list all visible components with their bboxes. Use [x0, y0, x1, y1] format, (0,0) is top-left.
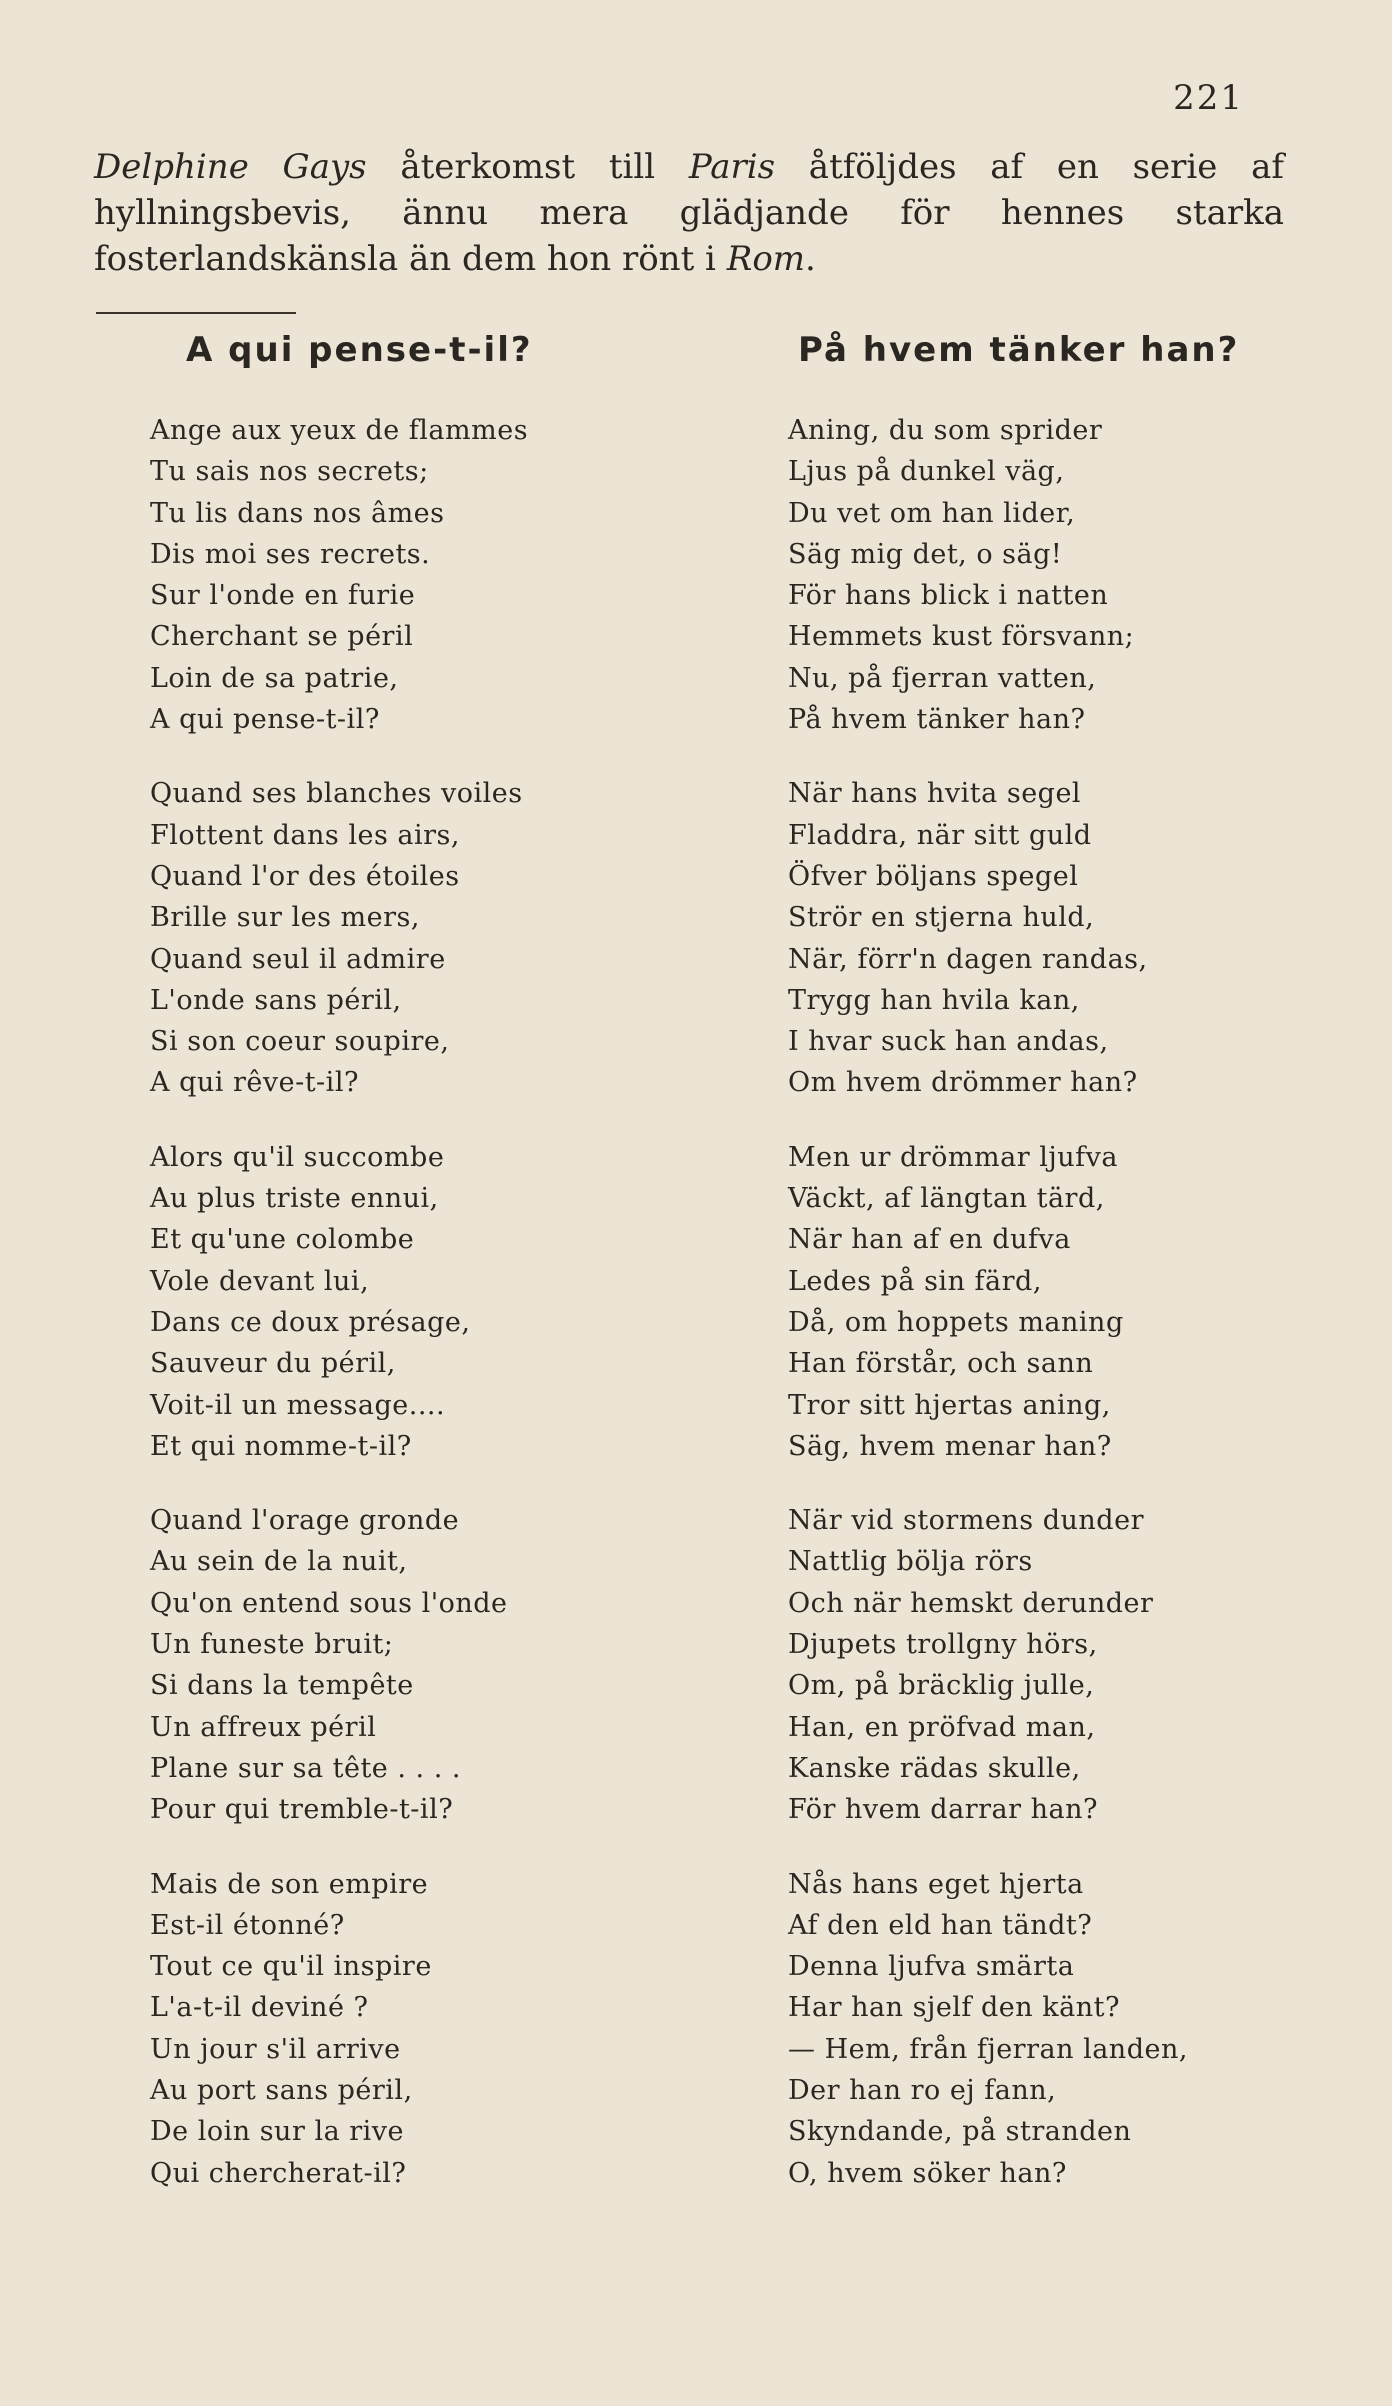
swedish-line: När vid stormens dunder: [788, 1505, 1144, 1537]
swedish-stanza-1: [788, 410, 1348, 740]
french-stanza-3: [150, 1137, 710, 1467]
french-line: Loin de sa patrie,: [150, 662, 399, 694]
french-line: Et qui nomme-t-il?: [150, 1430, 412, 1462]
french-line: Quand seul il admire: [150, 943, 446, 975]
swedish-line: I hvar suck han andas,: [788, 1026, 1109, 1058]
french-stanza-4: [150, 1500, 710, 1830]
swedish-line: När hans hvita segel: [788, 778, 1082, 810]
swedish-stanza-2: [788, 773, 1348, 1103]
poem-french-title: A qui pense-t-il?: [186, 330, 533, 370]
french-line: A qui rêve-t-il?: [150, 1067, 359, 1099]
french-line: Au plus triste ennui,: [150, 1183, 439, 1215]
intro-text-2: åtföljdes af en serie af hyllningsbevis, ännu mera glädjande för hennes starka fosterlandskänsla än dem hon rönt i: [94, 147, 1284, 279]
swedish-stanza-3: [788, 1137, 1348, 1467]
intro-place-rom: Rom: [726, 239, 806, 279]
swedish-line: När, förr'n dagen randas,: [788, 943, 1148, 975]
page-number: 221: [1173, 78, 1244, 118]
intro-text-3: .: [805, 239, 816, 279]
swedish-line: Om, på bräcklig julle,: [788, 1670, 1095, 1702]
swedish-line: På hvem tänker han?: [788, 704, 1086, 736]
intro-text-1: återkomst till: [366, 147, 689, 187]
swedish-line: Kanske rädas skulle,: [788, 1752, 1081, 1784]
swedish-line: För hvem darrar han?: [788, 1794, 1098, 1826]
french-line: Quand ses blanches voiles: [150, 778, 523, 810]
swedish-line: O, hvem söker han?: [788, 2157, 1067, 2189]
french-line: Qui chercherat-il?: [150, 2157, 407, 2189]
poem-swedish: [788, 330, 1348, 2194]
swedish-line: Ledes på sin färd,: [788, 1265, 1042, 1297]
swedish-line: Skyndande, på stranden: [788, 2116, 1132, 2148]
french-line: De loin sur la rive: [150, 2116, 405, 2148]
french-line: Qu'on entend sous l'onde: [150, 1587, 508, 1619]
french-line: Au port sans péril,: [150, 2074, 413, 2106]
swedish-line: Väckt, af längtan tärd,: [788, 1183, 1105, 1215]
french-line: Quand l'or des étoiles: [150, 860, 460, 892]
intro-place-paris: Paris: [688, 147, 776, 187]
french-line: Dans ce doux présage,: [150, 1306, 471, 1338]
intro-paragraph: [94, 144, 1284, 282]
swedish-line: Och när hemskt derunder: [788, 1587, 1154, 1619]
swedish-line: När han af en dufva: [788, 1224, 1071, 1256]
french-line: Cherchant se péril: [150, 621, 414, 653]
swedish-line: Du vet om han lider,: [788, 497, 1076, 529]
poem-swedish-stanzas: [788, 410, 1348, 2194]
french-line: Mais de son empire: [150, 1868, 429, 1900]
swedish-line: Då, om hoppets maning: [788, 1306, 1124, 1338]
french-line: Vole devant lui,: [150, 1265, 370, 1297]
french-line: Tu sais nos secrets;: [150, 456, 429, 488]
swedish-line: Öfver böljans spegel: [788, 860, 1079, 892]
swedish-stanza-4: [788, 1500, 1348, 1830]
french-line: Voit-il un message....: [150, 1389, 446, 1421]
french-line: Sauveur du péril,: [150, 1348, 396, 1380]
swedish-line: Af den eld han tändt?: [788, 1909, 1093, 1941]
swedish-line: Han förstår, och sann: [788, 1348, 1094, 1380]
swedish-stanza-5: [788, 1864, 1348, 2194]
french-line: Au sein de la nuit,: [150, 1546, 408, 1578]
swedish-line: Säg, hvem menar han?: [788, 1430, 1112, 1462]
swedish-line: Der han ro ej fann,: [788, 2074, 1057, 2106]
french-line: Tu lis dans nos âmes: [150, 497, 445, 529]
french-line: Flottent dans les airs,: [150, 819, 460, 851]
french-stanza-2: [150, 773, 710, 1103]
french-line: Tout ce qu'il inspire: [150, 1951, 432, 1983]
french-line: Si dans la tempête: [150, 1670, 414, 1702]
swedish-line: Nås hans eget hjerta: [788, 1868, 1084, 1900]
swedish-line: Säg mig det, o säg!: [788, 538, 1063, 570]
swedish-line: Men ur drömmar ljufva: [788, 1141, 1118, 1173]
swedish-line: Djupets trollgny hörs,: [788, 1629, 1098, 1661]
french-line: Un jour s'il arrive: [150, 2033, 401, 2065]
french-line: Si son coeur soupire,: [150, 1026, 450, 1058]
swedish-line: Trygg han hvila kan,: [788, 984, 1080, 1016]
swedish-line: Ljus på dunkel väg,: [788, 456, 1065, 488]
french-line: Dis moi ses recrets.: [150, 538, 431, 570]
poem-swedish-title: På hvem tänker han?: [798, 330, 1240, 370]
swedish-line: Har han sjelf den känt?: [788, 1992, 1120, 2024]
swedish-line: Nu, på fjerran vatten,: [788, 662, 1097, 694]
swedish-line: För hans blick i natten: [788, 580, 1109, 612]
french-stanza-5: [150, 1864, 710, 2194]
intro-name: Delphine Gays: [94, 147, 367, 187]
section-divider: [96, 312, 296, 314]
french-line: A qui pense-t-il?: [150, 704, 380, 736]
french-line: Un affreux péril: [150, 1711, 377, 1743]
swedish-line: Om hvem drömmer han?: [788, 1067, 1138, 1099]
poem-french-stanzas: [150, 410, 710, 2194]
swedish-line: Han, en pröfvad man,: [788, 1711, 1096, 1743]
swedish-line: Hemmets kust försvann;: [788, 621, 1135, 653]
french-line: Quand l'orage gronde: [150, 1505, 460, 1537]
french-line: Un funeste bruit;: [150, 1629, 394, 1661]
french-line: L'onde sans péril,: [150, 984, 402, 1016]
swedish-line: Fladdra, när sitt guld: [788, 819, 1092, 851]
french-line: Ange aux yeux de flammes: [150, 415, 529, 446]
swedish-line: Tror sitt hjertas aning,: [788, 1389, 1111, 1421]
french-line: Et qu'une colombe: [150, 1224, 415, 1256]
french-line: Pour qui tremble-t-il?: [150, 1794, 454, 1826]
french-line: Sur l'onde en furie: [150, 580, 416, 612]
french-line: Alors qu'il succombe: [150, 1141, 445, 1173]
swedish-line: Aning, du som sprider: [788, 415, 1103, 446]
poem-french: [150, 330, 710, 2194]
french-line: Est-il étonné?: [150, 1909, 345, 1941]
swedish-line: Strör en stjerna huld,: [788, 902, 1095, 934]
french-line: L'a-t-il deviné ?: [150, 1992, 369, 2024]
swedish-line: Denna ljufva smärta: [788, 1951, 1075, 1983]
swedish-line: Nattlig bölja rörs: [788, 1546, 1033, 1578]
french-line: Brille sur les mers,: [150, 902, 420, 934]
french-stanza-1: [150, 410, 710, 740]
swedish-line: — Hem, från fjerran landen,: [788, 2033, 1188, 2065]
french-line: Plane sur sa tête . . . .: [150, 1752, 461, 1784]
